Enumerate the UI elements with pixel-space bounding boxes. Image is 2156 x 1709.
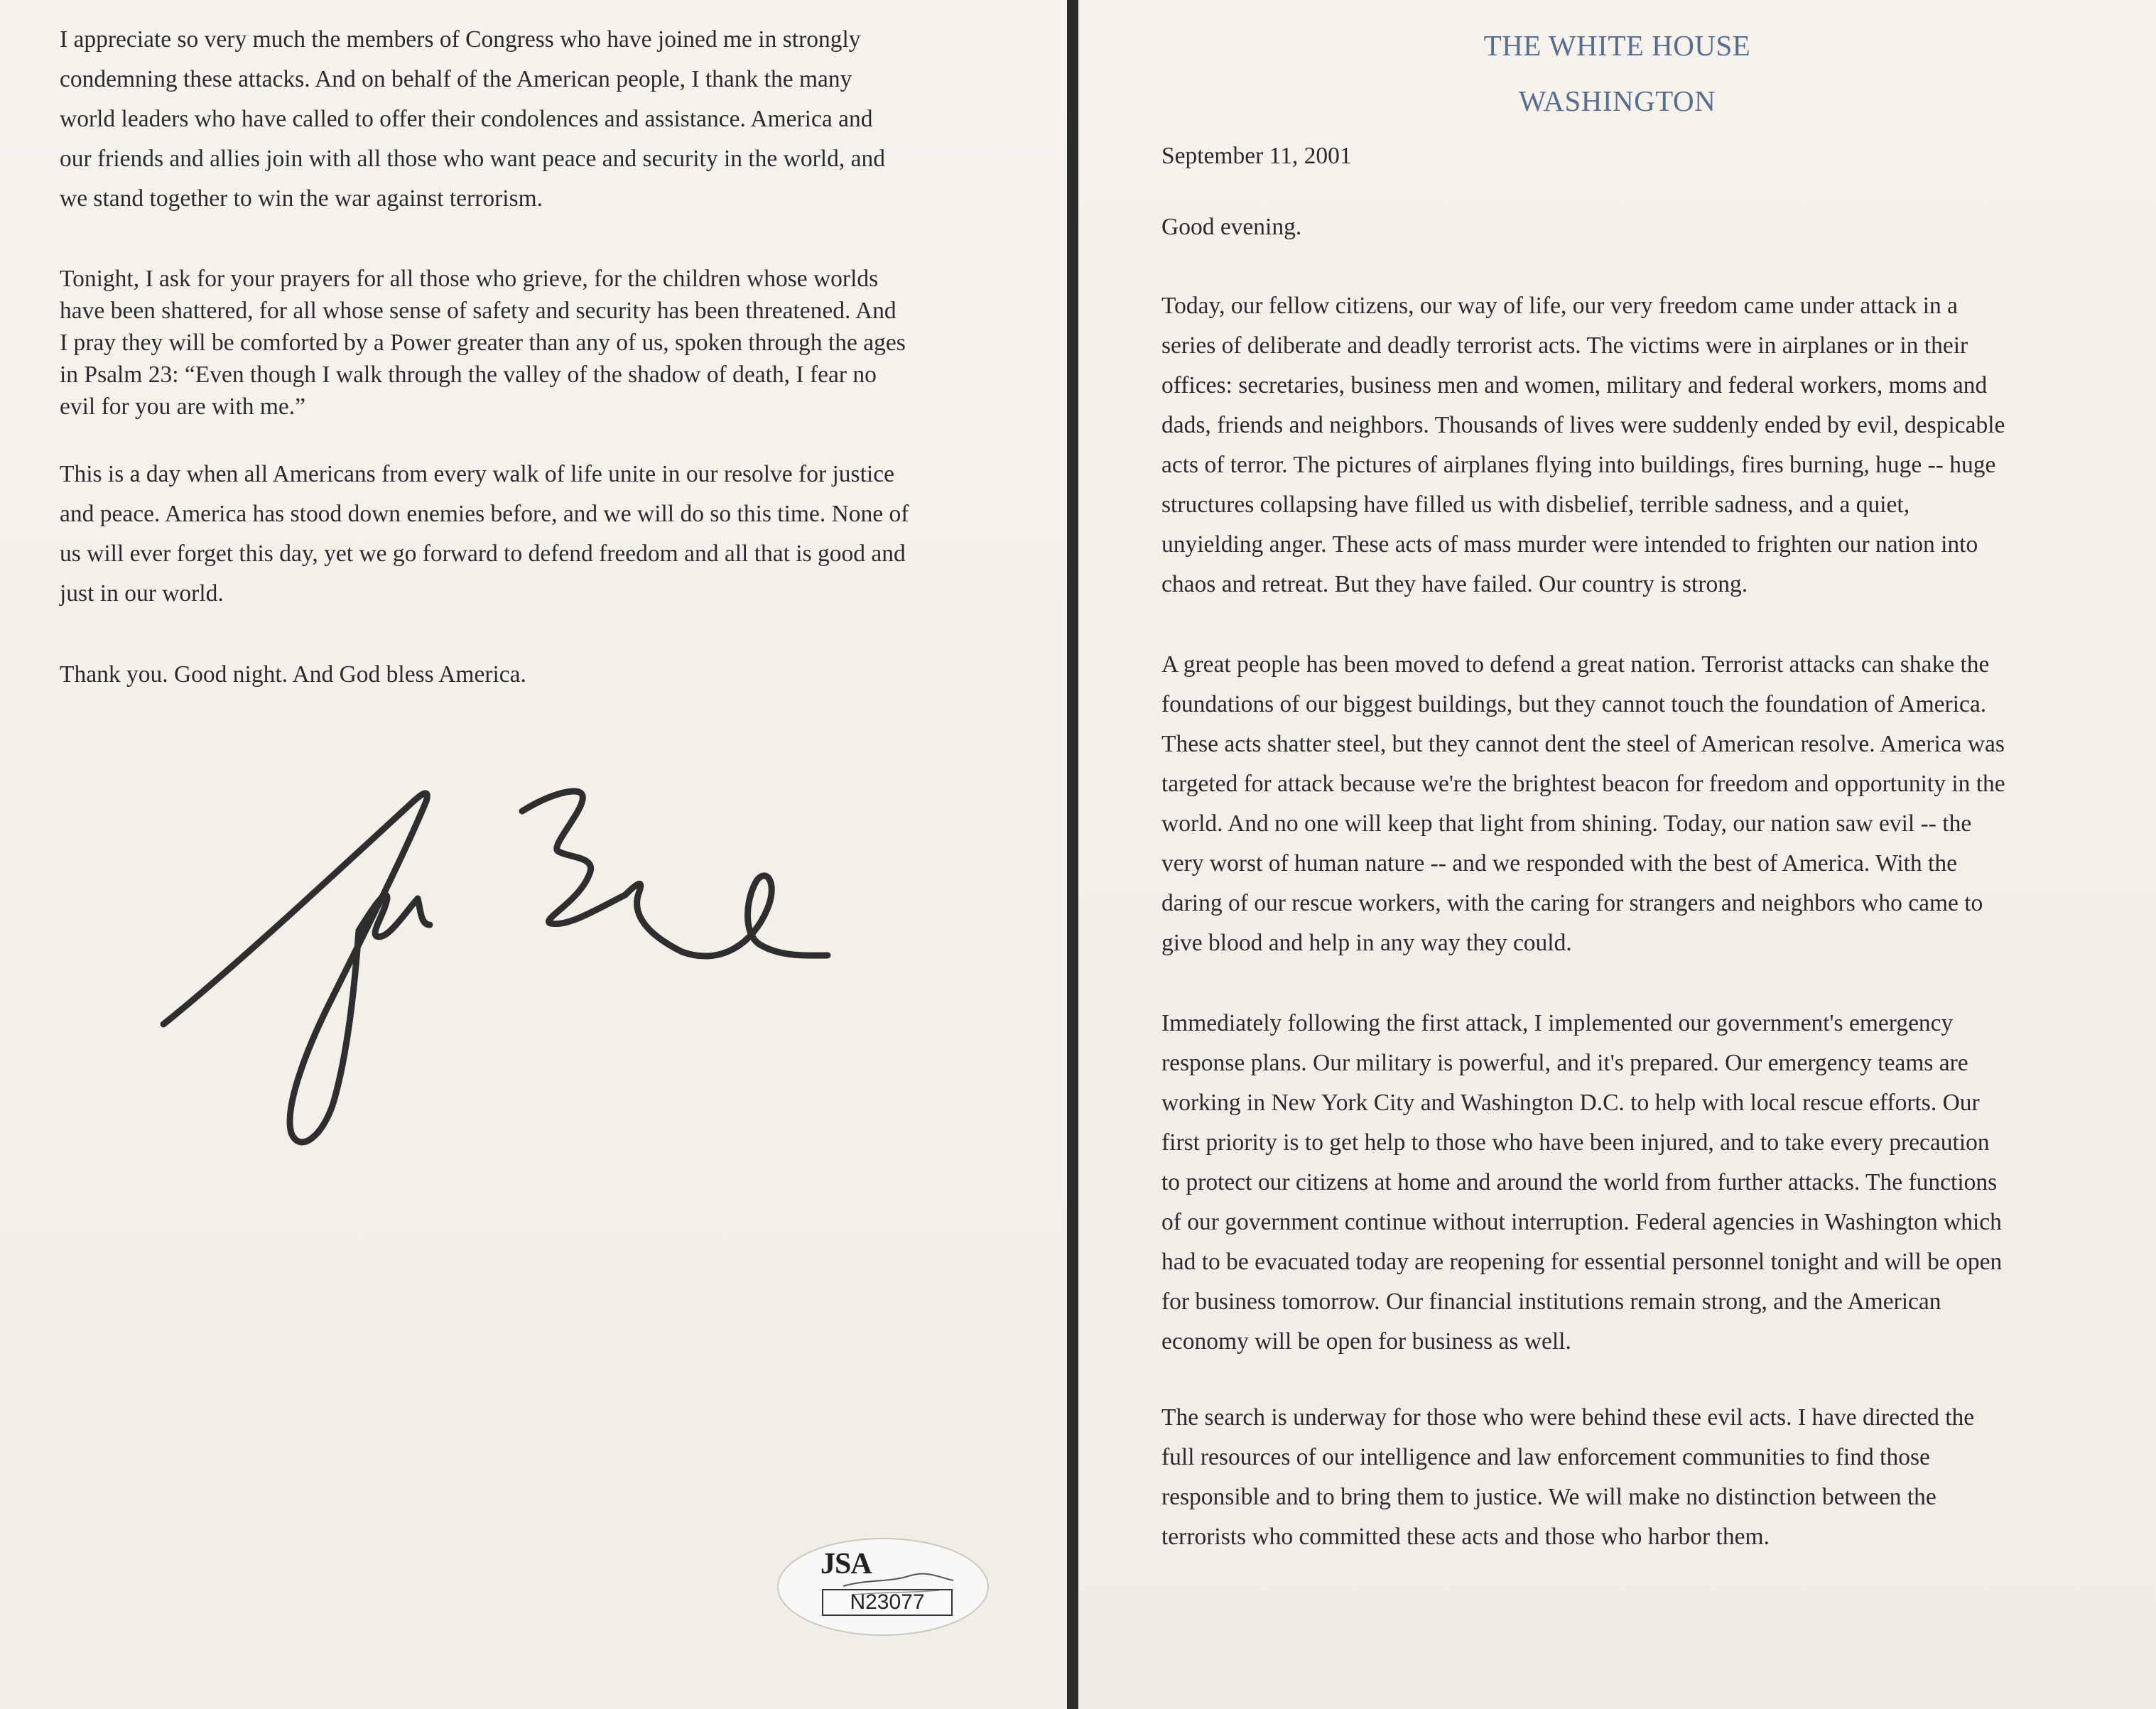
right-paragraph-3: Immediately following the first attack, I implemented our government's emergency response plans. Our military is powerful, and it's prepared. Our emergency teams are working in New York City and Washington D.C. to help with local rescue efforts. Our first priority is to get help to those who have been injured, and to take every precaution to protect our citizens at home and around the world from further attacks. The functions of our government continue without interruption. Federal agencies in Washington which had to be evacuated today are reopening for essential personnel tonight and will be open for business tomorrow. Our financial institutions remain strong, and the American economy will be open for business as well. (1161, 1010, 2003, 1355)
right-paragraph-2: A great people has been moved to defend a great nation. Terrorist attacks can shake the foundations of our biggest buildings, but they cannot touch the foundation of America. These acts shatter steel, but they cannot dent the steel of American resolve. America was targeted for attack because we're the brightest beacon for freedom and opportunity in the world. And no one will keep that light from shining. Today, our nation saw evil -- the very worst of human nature -- and we responded with the best of America. With the daring of our rescue workers, with the caring for strangers and neighbors who came to give blood and help in any way they could. (1161, 651, 2005, 956)
jsa-authentication-sticker (776, 1536, 990, 1637)
right-paragraph-4: The search is underway for those who were behind these evil acts. I have directed the full resources of our intelligence and law enforcement communities to find those responsible and to bring them to justice. We will make no distinction between the terrorists who committed these acts and those who harbor them. (1161, 1404, 1975, 1550)
handwritten-signature (142, 767, 838, 1165)
left-paragraph-1: I appreciate so very much the members of Congress who have joined me in strongly condemning these attacks. And on behalf of the American people, I thank the many world leaders who have called to offer their condolences and assistance. America and our friends and allies join with all those who want peace and security in the world, and we stand together to win the war against terrorism. (60, 26, 885, 212)
letterhead-title: THE WHITE HOUSE (1483, 29, 1751, 62)
right-paragraph-1: Today, our fellow citizens, our way of life, our very freedom came under attack in a series of deliberate and deadly terrorist acts. The victims were in airplanes or in their offices: secretaries, business men and women, military and federal workers, moms and dads, friends and neighbors. Thousands of lives were suddenly ended by evil, despicable acts of terror. The pictures of airplanes flying into buildings, fires burning, huge -- huge structures collapsing have filled us with disbelief, terrible sadness, and a quiet, unyielding anger. These acts of mass murder were intended to frighten our nation into chaos and retreat. But they have failed. Our country is strong. (1161, 293, 2005, 597)
jsa-logo: JSA (820, 1548, 872, 1580)
letter-greeting: Good evening. (1161, 214, 1302, 240)
jsa-serial-number: N23077 (822, 1589, 953, 1616)
left-paragraph-3: This is a day when all Americans from every walk of life unite in our resolve for justice and peace. America has stood down enemies before, and we will do so this time. None of us will ever forget this day, yet we go forward to defend freedom and all that is good and just in our world. (60, 461, 909, 607)
left-page (0, 0, 1067, 1709)
left-paragraph-2: Tonight, I ask for your prayers for all those who grieve, for the children whose worlds have been shattered, for all whose sense of safety and security has been threatened. And I pray they will be comforted by a Power greater than any of us, spoken through the ages in Psalm 23: “Even though I walk through the valley of the shadow of death, I fear no evil for you are with me.” (60, 266, 906, 420)
left-paragraph-4: Thank you. Good night. And God bless America. (60, 661, 526, 688)
right-page (1078, 0, 2156, 1709)
letterhead-city: WASHINGTON (1518, 85, 1716, 117)
letter-date: September 11, 2001 (1161, 143, 1352, 169)
page-divider (1067, 0, 1078, 1709)
